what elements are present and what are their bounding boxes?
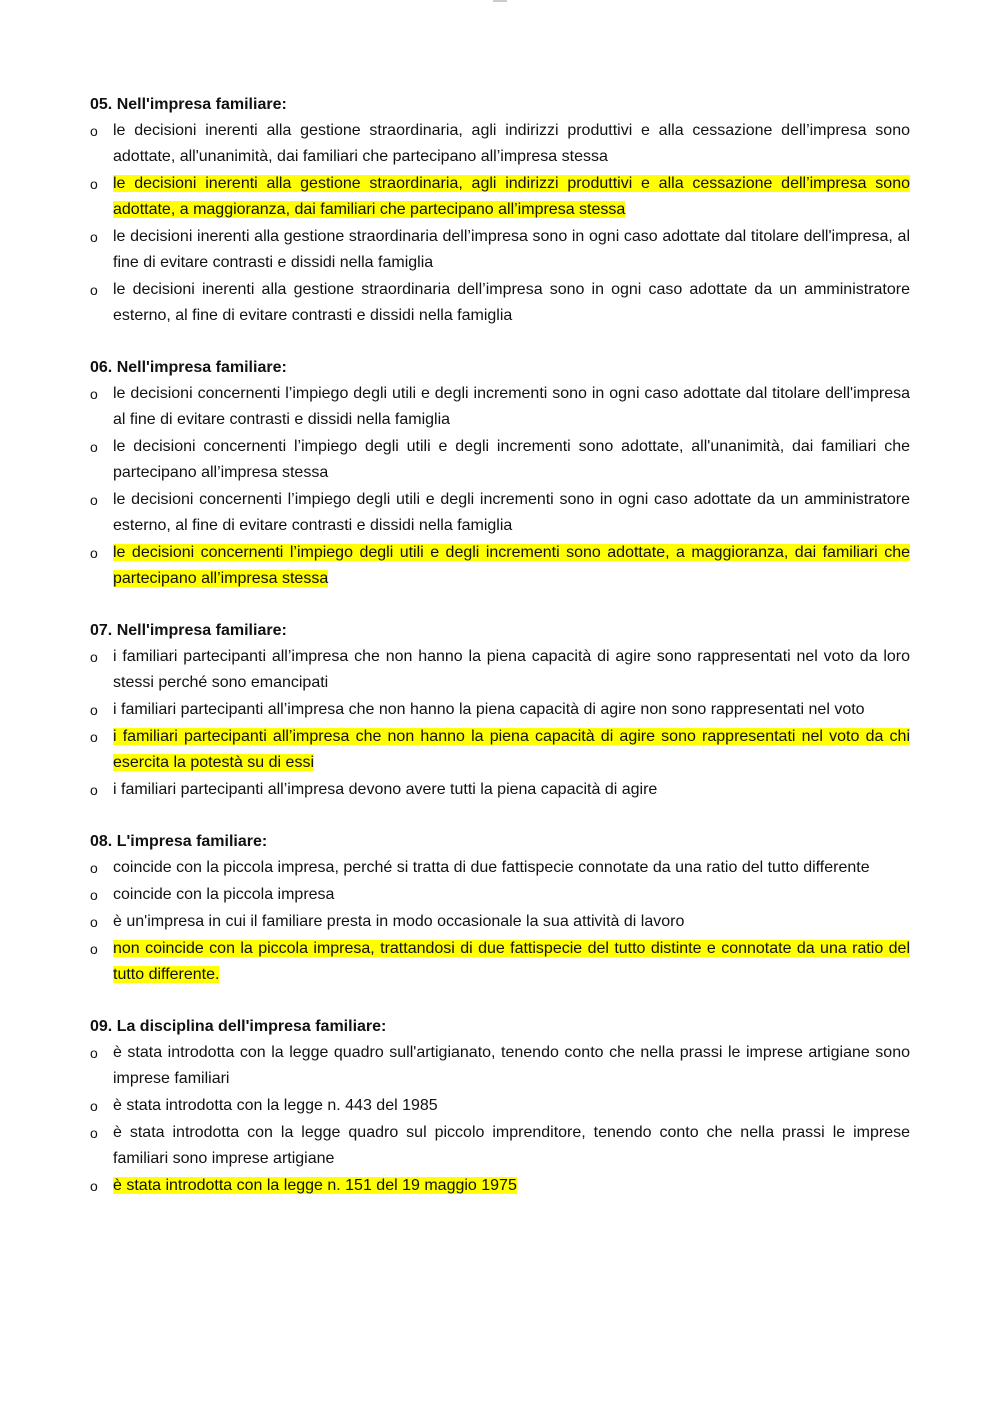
answer-text: coincide con la piccola impresa	[113, 886, 335, 903]
answer-option	[90, 434, 910, 486]
circle-bullet-icon: o	[90, 1098, 98, 1114]
circle-bullet-icon: o	[90, 941, 98, 957]
circle-bullet-icon: o	[90, 1178, 98, 1194]
answer-option	[90, 487, 910, 539]
answer-option	[90, 224, 910, 276]
answer-text-highlighted: non coincide con la piccola impresa, trattandosi di due fattispecie del tutto distinte e connotate da una ratio del tutto differente.	[113, 940, 910, 983]
circle-bullet-icon: o	[90, 386, 98, 402]
answer-option	[90, 777, 910, 803]
question-title: 06. Nell'impresa familiare:	[90, 359, 287, 376]
answer-text: le decisioni inerenti alla gestione straordinaria dell’impresa sono in ogni caso adottate dal titolare dell'impresa, al fine di evitare contrasti e dissidi nella famiglia	[113, 228, 910, 271]
circle-bullet-icon: o	[90, 887, 98, 903]
circle-bullet-icon: o	[90, 229, 98, 245]
answer-option	[90, 855, 910, 881]
answer-option	[90, 277, 910, 329]
question-title: 07. Nell'impresa familiare:	[90, 622, 287, 639]
answer-option	[90, 697, 910, 723]
page-header-mark	[493, 0, 507, 2]
answer-option-correct	[90, 540, 910, 592]
circle-bullet-icon: o	[90, 492, 98, 508]
answer-list	[90, 118, 910, 329]
answer-option-correct	[90, 724, 910, 776]
answer-text: le decisioni concernenti l’impiego degli utili e degli incrementi sono adottate, all'unanimità, dai familiari che partecipano all’impresa stessa	[113, 438, 910, 481]
circle-bullet-icon: o	[90, 729, 98, 745]
quiz-page	[90, 92, 910, 1225]
answer-option	[90, 1093, 910, 1119]
answer-option	[90, 381, 910, 433]
answer-option	[90, 1120, 910, 1172]
question-title: 09. La disciplina dell'impresa familiare:	[90, 1018, 387, 1035]
answer-text: le decisioni concernenti l’impiego degli utili e degli incrementi sono in ogni caso adottate da un amministratore esterno, al fine di evitare contrasti e dissidi nella famiglia	[113, 491, 910, 534]
answer-text: le decisioni inerenti alla gestione straordinaria, agli indirizzi produttivi e alla cessazione dell’impresa sono adottate, all'unanimità, dai familiari che partecipano all’impresa stessa	[113, 122, 910, 165]
answer-list	[90, 855, 910, 988]
answer-text: i familiari partecipanti all’impresa che non hanno la piena capacità di agire non sono rappresentati nel voto	[113, 701, 865, 718]
answer-text-highlighted: è stata introdotta con la legge n. 151 del 19 maggio 1975	[113, 1177, 517, 1194]
answer-text: i familiari partecipanti all’impresa devono avere tutti la piena capacità di agire	[113, 781, 658, 798]
answer-text: è stata introdotta con la legge quadro sull'artigianato, tenendo conto che nella prassi le imprese artigiane sono imprese familiari	[113, 1044, 910, 1087]
circle-bullet-icon: o	[90, 282, 98, 298]
answer-text: i familiari partecipanti all’impresa che non hanno la piena capacità di agire sono rappresentati nel voto da loro stessi perché sono emancipati	[113, 648, 910, 691]
circle-bullet-icon: o	[90, 782, 98, 798]
answer-option	[90, 909, 910, 935]
circle-bullet-icon: o	[90, 649, 98, 665]
question-06	[90, 355, 910, 592]
answer-option-correct	[90, 1173, 910, 1199]
answer-text: è stata introdotta con la legge quadro sul piccolo imprenditore, tenendo conto che nella prassi le imprese familiari sono imprese artigiane	[113, 1124, 910, 1167]
circle-bullet-icon: o	[90, 545, 98, 561]
question-07	[90, 618, 910, 803]
circle-bullet-icon: o	[90, 1125, 98, 1141]
answer-text-highlighted: le decisioni inerenti alla gestione straordinaria, agli indirizzi produttivi e alla cessazione dell’impresa sono adottate, a maggioranza, dai familiari che partecipano all’impresa stessa	[113, 175, 910, 218]
circle-bullet-icon: o	[90, 176, 98, 192]
answer-text: è stata introdotta con la legge n. 443 del 1985	[113, 1097, 438, 1114]
answer-text: coincide con la piccola impresa, perché si tratta di due fattispecie connotate da una ratio del tutto differente	[113, 859, 870, 876]
answer-text: le decisioni inerenti alla gestione straordinaria dell’impresa sono in ogni caso adottate da un amministratore esterno, al fine di evitare contrasti e dissidi nella famiglia	[113, 281, 910, 324]
answer-option-correct	[90, 171, 910, 223]
answer-text: è un'impresa in cui il familiare presta in modo occasionale la sua attività di lavoro	[113, 913, 685, 930]
answer-list	[90, 644, 910, 803]
answer-list	[90, 381, 910, 592]
answer-option	[90, 882, 910, 908]
answer-option	[90, 1040, 910, 1092]
answer-option	[90, 118, 910, 170]
circle-bullet-icon: o	[90, 914, 98, 930]
answer-list	[90, 1040, 910, 1199]
circle-bullet-icon: o	[90, 439, 98, 455]
question-title: 08. L'impresa familiare:	[90, 833, 268, 850]
question-08	[90, 829, 910, 988]
answer-option	[90, 644, 910, 696]
answer-text-highlighted: i familiari partecipanti all’impresa che non hanno la piena capacità di agire sono rappresentati nel voto da chi esercita la potestà su di essi	[113, 728, 910, 771]
circle-bullet-icon: o	[90, 1045, 98, 1061]
question-title: 05. Nell'impresa familiare:	[90, 96, 287, 113]
circle-bullet-icon: o	[90, 702, 98, 718]
question-09	[90, 1014, 910, 1199]
circle-bullet-icon: o	[90, 860, 98, 876]
answer-option-correct	[90, 936, 910, 988]
circle-bullet-icon: o	[90, 123, 98, 139]
answer-text: le decisioni concernenti l’impiego degli utili e degli incrementi sono in ogni caso adottate dal titolare dell'impresa al fine di evitare contrasti e dissidi nella famiglia	[113, 385, 910, 428]
question-05	[90, 92, 910, 329]
answer-text-highlighted: le decisioni concernenti l’impiego degli utili e degli incrementi sono adottate, a maggioranza, dai familiari che partecipano all’impresa stessa	[113, 544, 910, 587]
